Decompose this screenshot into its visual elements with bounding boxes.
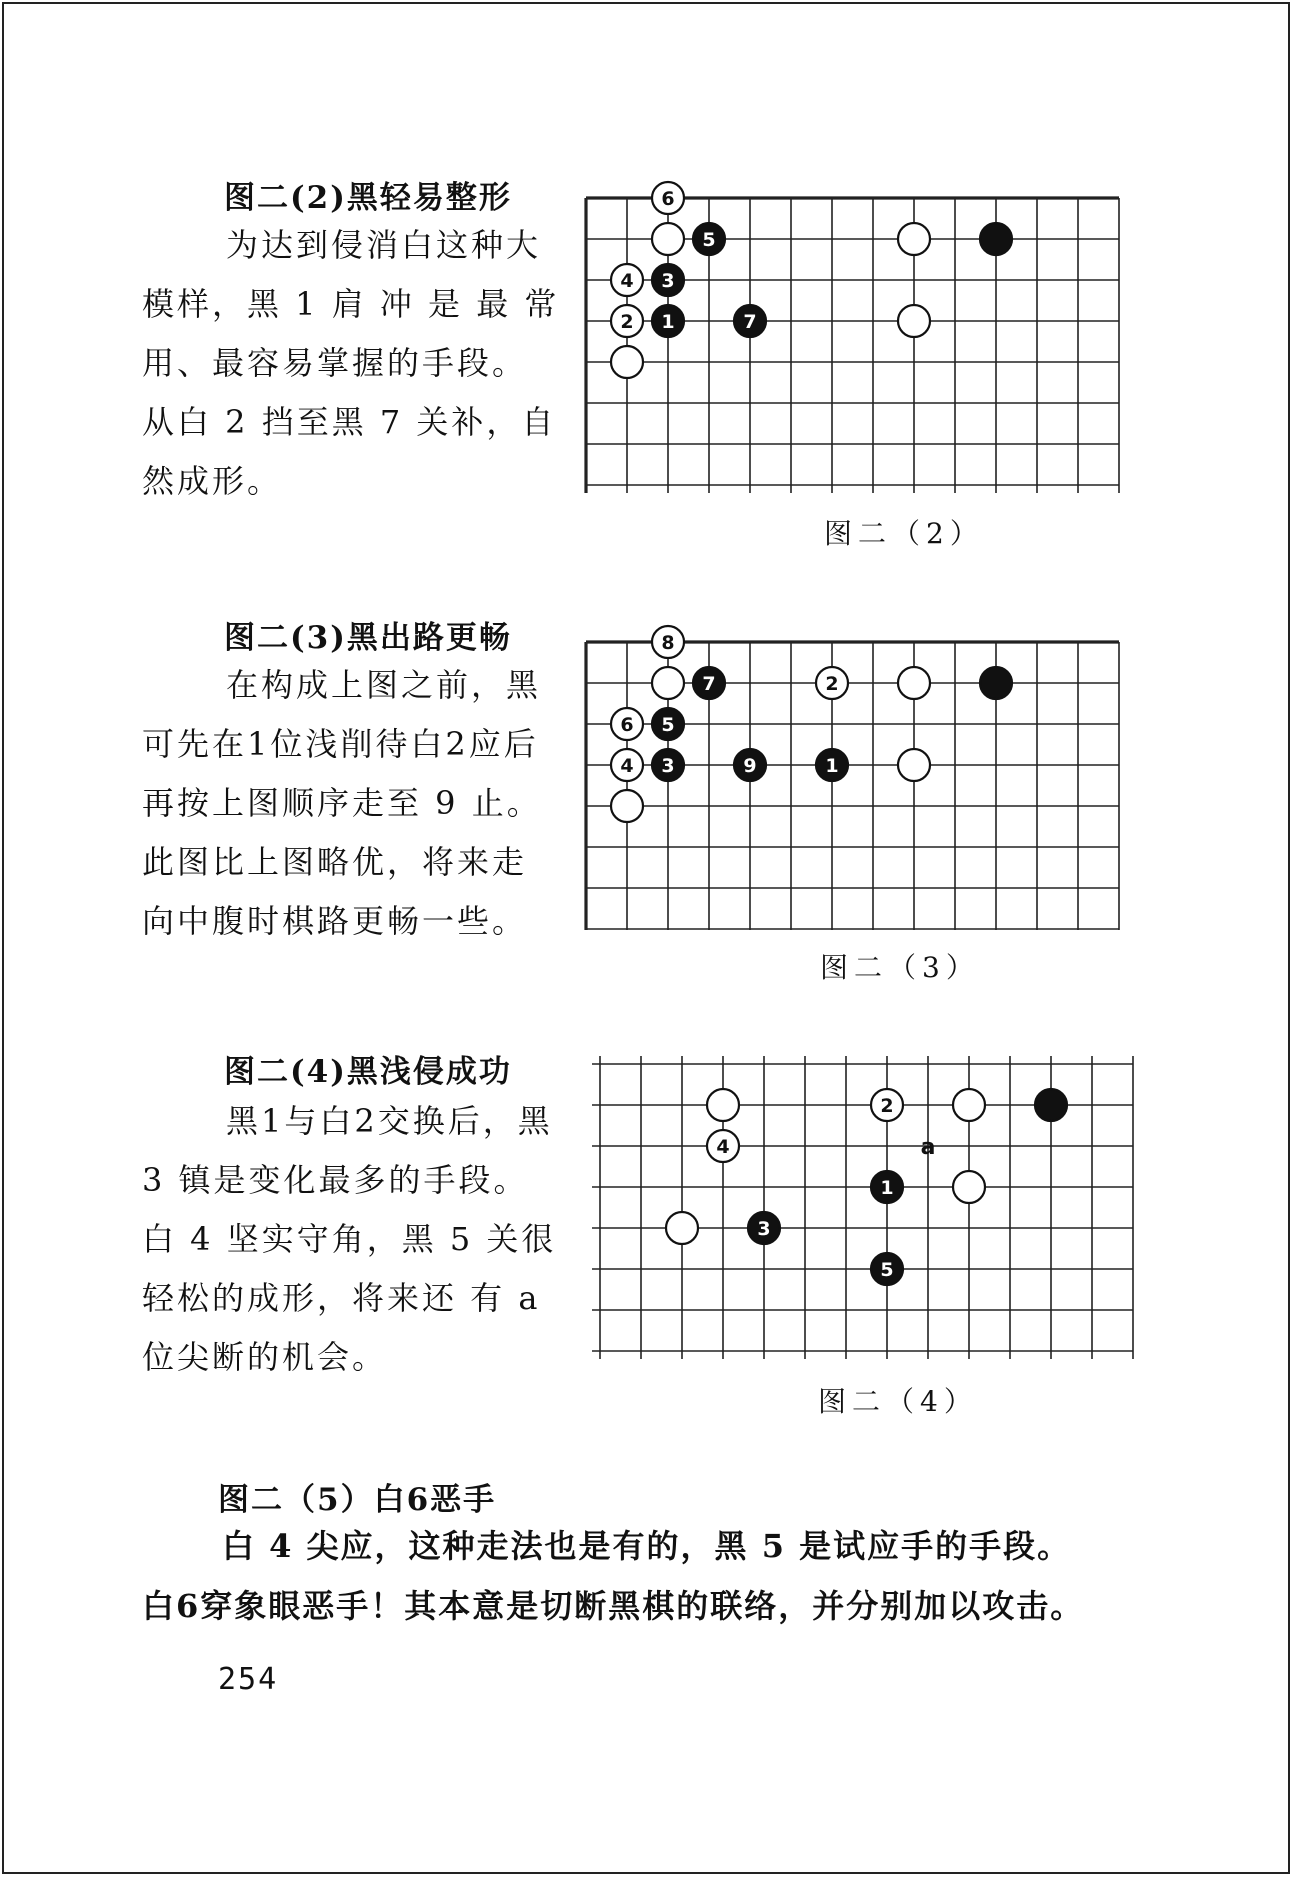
figure-caption: 图二（2） [824, 517, 984, 550]
paragraph-line: 白 4 尖应，这种走法也是有的，黑 5 是试应手的手段。 [222, 1527, 1072, 1565]
white-stone [611, 790, 643, 822]
stone-circle [980, 667, 1012, 699]
move-number: 2 [880, 1095, 894, 1117]
black-stone [980, 667, 1012, 699]
stone-circle [953, 1171, 985, 1203]
move-number: 6 [620, 714, 634, 736]
black-stone [693, 667, 725, 699]
text-line: 位尖断的机会。 [142, 1338, 388, 1376]
section-title: 图二(3)黑出路更畅 [224, 620, 512, 656]
move-number: 5 [880, 1259, 894, 1281]
white-stone [871, 1089, 903, 1121]
black-stone [816, 749, 848, 781]
text-line: 再按上图顺序走至 9 止。 [142, 784, 542, 822]
section-title-figure-2-5: 图二（5）白6恶手 [218, 1482, 497, 1518]
stone-circle [666, 1212, 698, 1244]
move-number: 1 [880, 1177, 894, 1199]
stone-circle [898, 223, 930, 255]
white-stone [666, 1212, 698, 1244]
stone-circle [707, 1089, 739, 1121]
text-line: 用、最容易掌握的手段。 [142, 344, 528, 382]
white-stone [611, 708, 643, 740]
go-board [578, 620, 1138, 930]
section-title: 图二(4)黑浅侵成功 [224, 1054, 512, 1090]
white-stone [652, 182, 684, 214]
white-stone [611, 264, 643, 296]
stone-circle [953, 1089, 985, 1121]
black-stone [652, 305, 684, 337]
white-stone [953, 1089, 985, 1121]
white-stone [611, 346, 643, 378]
white-stone [652, 626, 684, 658]
move-number: 4 [716, 1136, 730, 1158]
white-stone [652, 223, 684, 255]
move-number: 1 [661, 311, 675, 333]
stone-circle [652, 223, 684, 255]
move-number: 5 [702, 229, 716, 251]
white-stone [898, 749, 930, 781]
text-line: 轻松的成形，将来还 有 a [142, 1279, 541, 1317]
white-stone [707, 1130, 739, 1162]
stone-circle [898, 749, 930, 781]
move-number: 3 [757, 1218, 771, 1240]
text-line: 在构成上图之前，黑 [226, 666, 542, 704]
stone-circle [611, 790, 643, 822]
text-line: 可先在1位浅削待白2应后 [142, 725, 539, 763]
move-number: 6 [661, 188, 675, 210]
text-line: 白 4 坚实守角，黑 5 关很 [142, 1220, 557, 1258]
go-board [578, 178, 1138, 498]
white-stone [611, 305, 643, 337]
black-stone [871, 1253, 903, 1285]
text-line: 从白 2 挡至黑 7 关补，自 [142, 403, 557, 441]
white-stone [953, 1171, 985, 1203]
text-line: 模样，黑 1 肩 冲 是 最 常 [142, 285, 560, 323]
black-stone [652, 264, 684, 296]
black-stone [748, 1212, 780, 1244]
text-line: 此图比上图略优，将来走 [142, 843, 528, 881]
white-stone [898, 223, 930, 255]
black-stone [693, 223, 725, 255]
white-stone [898, 305, 930, 337]
white-stone [707, 1089, 739, 1121]
white-stone [816, 667, 848, 699]
move-number: 4 [620, 755, 634, 777]
move-number: 7 [702, 673, 716, 695]
text-line: 向中腹时棋路更畅一些。 [142, 902, 528, 940]
move-number: 9 [743, 755, 757, 777]
figure-caption: 图二（4） [818, 1385, 978, 1418]
section-title: 图二(2)黑轻易整形 [224, 180, 512, 216]
black-stone [652, 708, 684, 740]
section-paragraph [142, 656, 572, 951]
black-stone [980, 223, 1012, 255]
section-paragraph [142, 216, 572, 511]
move-number: 5 [661, 714, 675, 736]
stone-circle [611, 346, 643, 378]
text-line: 3 镇是变化最多的手段。 [142, 1161, 529, 1199]
move-number: 2 [620, 311, 634, 333]
stone-circle [1035, 1089, 1067, 1121]
black-stone [734, 305, 766, 337]
text-line: 黑1与白2交换后，黑 [226, 1102, 553, 1140]
move-number: 3 [661, 270, 675, 292]
stone-circle [980, 223, 1012, 255]
move-number: 4 [620, 270, 634, 292]
move-number: 7 [743, 311, 757, 333]
move-number: 2 [825, 673, 839, 695]
figure-caption: 图二（3） [820, 951, 980, 984]
stone-circle [898, 305, 930, 337]
go-board [592, 1052, 1144, 1372]
section-paragraph [142, 1092, 572, 1387]
black-stone [652, 749, 684, 781]
white-stone [611, 749, 643, 781]
stone-circle [898, 667, 930, 699]
white-stone [898, 667, 930, 699]
black-stone [871, 1171, 903, 1203]
move-number: 8 [661, 632, 675, 654]
text-line: 为达到侵消白这种大 [226, 226, 542, 264]
move-number: 3 [661, 755, 675, 777]
text-line: 然成形。 [142, 462, 283, 500]
black-stone [1035, 1089, 1067, 1121]
paragraph-line: 白6穿象眼恶手！其本意是切断黑棋的联络，并分别加以攻击。 [142, 1587, 1085, 1625]
move-number: 1 [825, 755, 839, 777]
stone-circle [652, 667, 684, 699]
point-marker-a: a [920, 1135, 936, 1160]
page-number: 254 [218, 1662, 279, 1697]
black-stone [734, 749, 766, 781]
white-stone [652, 667, 684, 699]
